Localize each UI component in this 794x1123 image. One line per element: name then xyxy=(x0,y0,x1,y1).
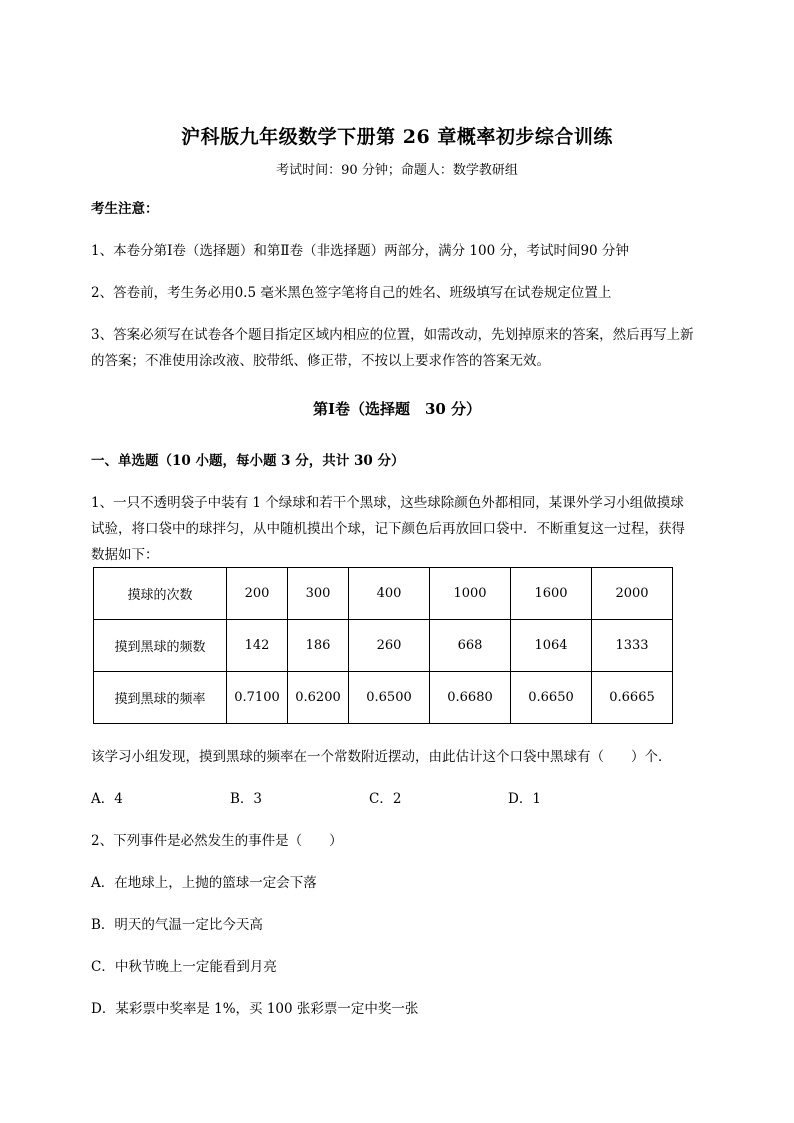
table-row xyxy=(94,620,673,672)
table-cell: 1333 xyxy=(592,620,673,672)
q2-option-c: C．中秋节晚上一定能看到月亮 xyxy=(91,959,277,975)
q2-option-b: B．明天的气温一定比今天高 xyxy=(91,917,263,933)
q1-option-c: C．2 xyxy=(369,791,402,807)
row-label: 摸到黑球的频率 xyxy=(94,672,227,724)
table-cell: 668 xyxy=(430,620,511,672)
row-label: 摸到黑球的频数 xyxy=(94,620,227,672)
exam-info: 考试时间：90 分钟；命题人：数学教研组 xyxy=(276,163,518,178)
table-cell: 0.6500 xyxy=(349,672,430,724)
section-title: 第Ⅰ卷（选择题 30 分） xyxy=(312,400,482,418)
table-cell: 260 xyxy=(349,620,430,672)
q1-stem-line-1: 1、一只不透明袋子中装有 1 个绿球和若干个黑球，这些球除颜色外都相同，某课外学习小组做摸球 xyxy=(91,495,684,511)
q2-stem: 2、下列事件是必然发生的事件是（ ） xyxy=(91,833,343,849)
row-label: 摸球的次数 xyxy=(94,568,227,620)
notice-heading: 考生注意： xyxy=(91,201,159,217)
q2-option-d: D．某彩票中奖率是 1%，买 100 张彩票一定中奖一张 xyxy=(91,1001,419,1017)
notice-item-3: 3、答案必须写在试卷各个题目指定区域内相应的位置，如需改动，先划掉原来的答案，然后再写上新 xyxy=(91,327,694,343)
table-cell: 0.7100 xyxy=(227,672,288,724)
q1-question: 该学习小组发现，摸到黑球的频率在一个常数附近摆动，由此估计这个口袋中黑球有（ ）个． xyxy=(91,749,672,765)
q1-stem-line-3: 数据如下： xyxy=(91,547,159,563)
part-heading: 一、单选题（10 小题，每小题 3 分，共计 30 分） xyxy=(91,453,405,469)
q1-stem-line-2: 试验，将口袋中的球拌匀，从中随机摸出个球，记下颜色后再放回口袋中．不断重复这一过程，获得 xyxy=(91,521,685,537)
table-cell: 400 xyxy=(349,568,430,620)
q1-option-b: B．3 xyxy=(230,791,263,807)
table-cell: 186 xyxy=(288,620,349,672)
q1-data-table xyxy=(93,567,673,724)
page-title: 沪科版九年级数学下册第 26 章概率初步综合训练 xyxy=(181,126,613,148)
table-cell: 142 xyxy=(227,620,288,672)
table-row xyxy=(94,672,673,724)
notice-item-1: 1、本卷分第Ⅰ卷（选择题）和第Ⅱ卷（非选择题）两部分，满分 100 分，考试时间90 分钟 xyxy=(91,243,629,259)
table-cell: 2000 xyxy=(592,568,673,620)
table-cell: 1600 xyxy=(511,568,592,620)
table-cell: 0.6200 xyxy=(288,672,349,724)
table-cell: 300 xyxy=(288,568,349,620)
table-cell: 0.6650 xyxy=(511,672,592,724)
table-cell: 0.6680 xyxy=(430,672,511,724)
q1-option-d: D．1 xyxy=(508,791,541,807)
table-cell: 200 xyxy=(227,568,288,620)
q2-option-a: A．在地球上，上抛的篮球一定会下落 xyxy=(91,875,317,891)
notice-item-3-cont: 的答案；不准使用涂改液、胶带纸、修正带，不按以上要求作答的答案无效。 xyxy=(91,353,550,369)
table-row xyxy=(94,568,673,620)
q1-options xyxy=(91,786,751,812)
table-cell: 1000 xyxy=(430,568,511,620)
q1-option-a: A．4 xyxy=(91,791,123,807)
table-cell: 0.6665 xyxy=(592,672,673,724)
notice-item-2: 2、答卷前，考生务必用0.5 毫米黑色签字笔将自己的姓名、班级填写在试卷规定位置上 xyxy=(91,285,612,301)
table-cell: 1064 xyxy=(511,620,592,672)
